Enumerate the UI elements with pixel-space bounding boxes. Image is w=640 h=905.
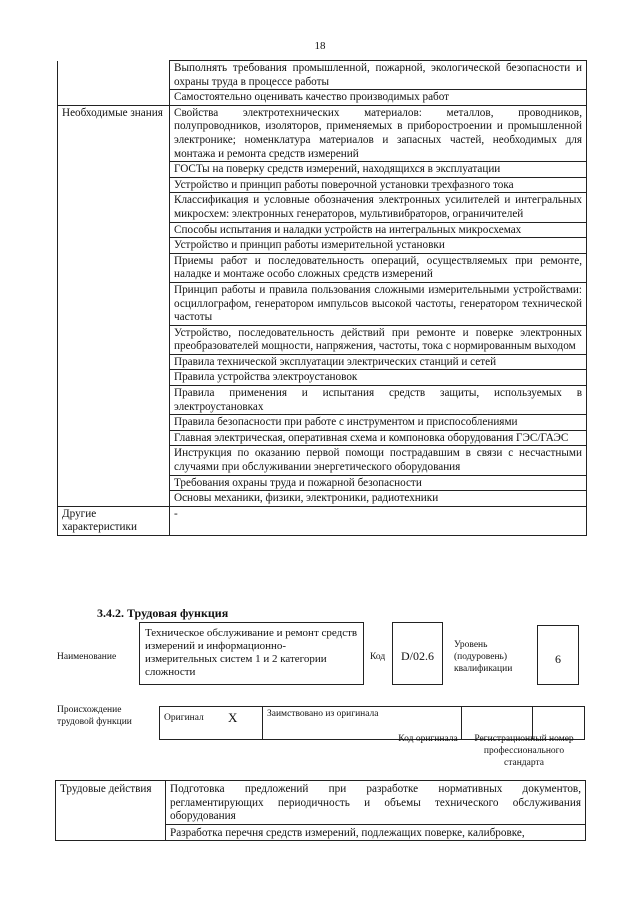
table-row bbox=[58, 61, 587, 90]
function-name-box: Техническое обслуживание и ремонт средств измерений и информационно-измерительных систем 1 и 2 категории сложности bbox=[139, 622, 364, 685]
table-cell: Требования охраны труда и пожарной безопасности bbox=[170, 475, 587, 491]
table-cell: Способы испытания и наладки устройств на интегральных микросхемах bbox=[170, 222, 587, 238]
reg-number-caption: Регистрационный номер профессионального стандарта bbox=[474, 734, 574, 768]
original-mark: X bbox=[224, 707, 263, 740]
table-row bbox=[56, 781, 586, 825]
page-number: 18 bbox=[314, 40, 326, 52]
table-cell: Классификация и условные обозначения электронных усилителей и интегральных микросхем: электронных генераторов, мультивибраторов, ограничителей bbox=[170, 193, 587, 222]
actions-label: Трудовые действия bbox=[56, 781, 166, 841]
table-cell: - bbox=[170, 506, 587, 535]
code-value-box: D/02.6 bbox=[392, 622, 443, 685]
table-cell: ГОСТы на поверку средств измерений, находящихся в эксплуатации bbox=[170, 162, 587, 178]
table-cell: Устройство и принцип работы измерительной установки bbox=[170, 238, 587, 254]
table-cell: Разработка перечня средств измерений, подлежащих поверке, калибровке, bbox=[166, 824, 586, 841]
table-cell: Устройство и принцип работы поверочной установки трехфазного тока bbox=[170, 177, 587, 193]
table-cell: Свойства электротехнических материалов: металлов, проводников, полупроводников, изоляторов, применяемых в приборостроении и промышленной электронике; номенклатура материалов и запасных частей, необходимых для монтажа и ремонта средств измерений bbox=[170, 105, 587, 161]
skills-label-cell bbox=[58, 61, 170, 106]
original-label: Оригинал bbox=[160, 707, 225, 740]
table-row bbox=[58, 506, 587, 535]
table-cell: Правила устройства электроустановок bbox=[170, 370, 587, 386]
orig-code-caption: Код оригинала bbox=[398, 734, 458, 744]
table-row bbox=[58, 105, 587, 161]
competency-table bbox=[57, 60, 587, 536]
table-cell: Самостоятельно оценивать качество производимых работ bbox=[170, 90, 587, 106]
table-cell: Устройство, последовательность действий при ремонте и поверке электронных преобразователей мощности, напряжения, частоты, тока с нормированным выходом bbox=[170, 325, 587, 354]
table-cell: Правила технической эксплуатации электрических станций и сетей bbox=[170, 354, 587, 370]
table-cell: Инструкция по оказанию первой помощи пострадавшим в связи с несчастными случаями при обслуживании энергетического оборудования bbox=[170, 446, 587, 475]
level-label: Уровень (подуровень) квалификации bbox=[454, 640, 513, 674]
level-value-box: 6 bbox=[537, 625, 579, 685]
table-cell: Выполнять требования промышленной, пожарной, экологической безопасности и охраны труда в процессе работы bbox=[170, 61, 587, 90]
table-cell: Подготовка предложений при разработке нормативных документов, регламентирующих периодичность и объемы технического обслуживания оборудования bbox=[166, 781, 586, 825]
section-title: 3.4.2. Трудовая функция bbox=[97, 606, 229, 620]
borrowed-label: Заимствовано из оригинала bbox=[263, 707, 462, 740]
table-cell: Принцип работы и правила пользования сложными измерительными устройствами: осциллографом, генератором импульсов высокой частоты, генератором технической частоты bbox=[170, 282, 587, 325]
name-label: Наименование bbox=[57, 652, 117, 662]
actions-table bbox=[55, 780, 586, 841]
code-label: Код bbox=[370, 652, 386, 662]
knowledge-label: Необходимые знания bbox=[58, 105, 170, 506]
table-cell: Правила применения и испытания средств защиты, используемых в электроустановках bbox=[170, 386, 587, 415]
table-cell: Главная электрическая, оперативная схема и компоновка оборудования ГЭС/ГАЭС bbox=[170, 430, 587, 446]
table-cell: Основы механики, физики, электроники, радиотехники bbox=[170, 491, 587, 507]
other-label: Другие характеристики bbox=[58, 506, 170, 535]
table-cell: Приемы работ и последовательность операций, осуществляемых при ремонте, наладке и монтаже особо сложных средств измерений bbox=[170, 253, 587, 282]
origin-label: Происхождение трудовой функции bbox=[57, 705, 132, 727]
table-cell: Правила безопасности при работе с инструментом и приспособлениями bbox=[170, 415, 587, 431]
